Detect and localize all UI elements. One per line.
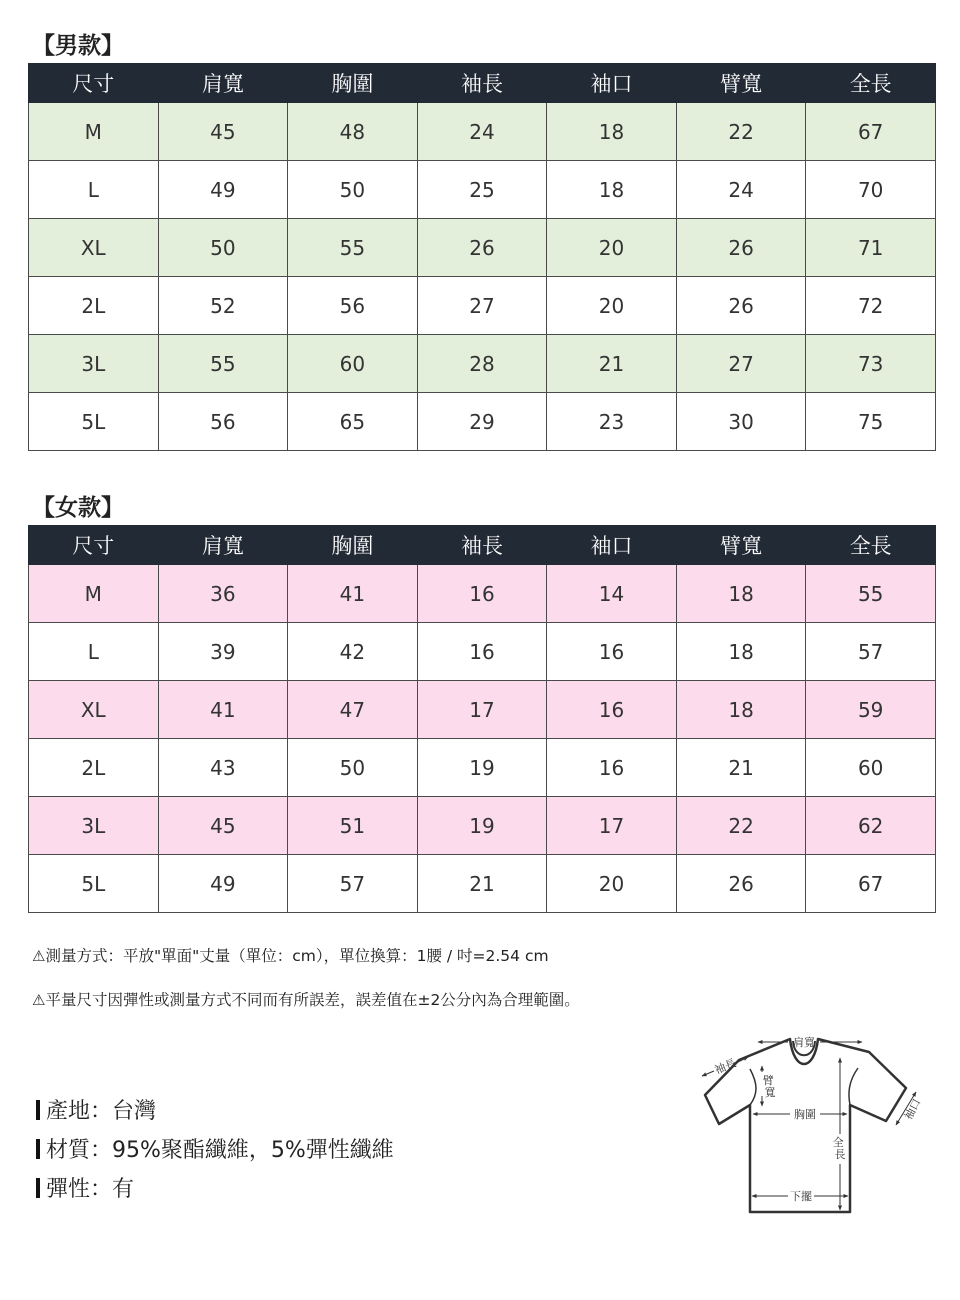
tolerance-note-text: 平量尺寸因彈性或測量方式不同而有所誤差，誤差值在±2公分內為合理範圍。	[45, 991, 580, 1009]
measurement-cell: 52	[158, 277, 288, 335]
table-row	[29, 103, 936, 161]
measurement-cell: 27	[417, 277, 547, 335]
measurement-cell: 30	[676, 393, 806, 451]
size-cell: 3L	[29, 335, 159, 393]
size-cell: 3L	[29, 797, 159, 855]
arm-width-label-part: 臂	[762, 1074, 774, 1087]
measurement-cell: 19	[417, 797, 547, 855]
tshirt-measurement-diagram	[690, 1022, 930, 1222]
shoulder-label: 肩寬	[793, 1036, 815, 1049]
measure-note	[32, 945, 549, 967]
column-header: 全長	[806, 526, 936, 565]
table-row	[29, 161, 936, 219]
measurement-cell: 18	[676, 623, 806, 681]
spec-bullet	[36, 1139, 40, 1159]
measurement-cell: 60	[806, 739, 936, 797]
measurement-cell: 67	[806, 103, 936, 161]
measurement-cell: 16	[547, 623, 677, 681]
measurement-cell: 56	[288, 277, 418, 335]
size-cell: M	[29, 565, 159, 623]
table-row	[29, 739, 936, 797]
column-header: 肩寬	[158, 526, 288, 565]
measurement-cell: 57	[806, 623, 936, 681]
measurement-cell: 14	[547, 565, 677, 623]
sleeve-length-arrow	[702, 1071, 714, 1076]
measurement-cell: 18	[547, 103, 677, 161]
measurement-cell: 62	[806, 797, 936, 855]
measurement-cell: 49	[158, 161, 288, 219]
measurement-cell: 28	[417, 335, 547, 393]
tolerance-note	[32, 989, 580, 1011]
measurement-cell: 21	[676, 739, 806, 797]
table-row	[29, 855, 936, 913]
size-cell: 5L	[29, 855, 159, 913]
column-header: 尺寸	[29, 526, 159, 565]
measurement-cell: 50	[288, 739, 418, 797]
column-header: 胸圍	[288, 526, 418, 565]
warning-icon: ⚠	[32, 991, 46, 1009]
spec-origin	[36, 1097, 156, 1127]
table-row	[29, 393, 936, 451]
measurement-cell: 55	[288, 219, 418, 277]
size-cell: L	[29, 623, 159, 681]
table-header-row	[29, 64, 936, 103]
measurement-cell: 16	[547, 739, 677, 797]
size-cell: M	[29, 103, 159, 161]
column-header: 全長	[806, 64, 936, 103]
measurement-cell: 57	[288, 855, 418, 913]
measurement-cell: 71	[806, 219, 936, 277]
table-row	[29, 335, 936, 393]
column-header: 肩寬	[158, 64, 288, 103]
arm-width-label	[763, 1073, 778, 1099]
column-header: 袖口	[547, 526, 677, 565]
measurement-cell: 43	[158, 739, 288, 797]
column-header: 袖長	[417, 526, 547, 565]
measurement-cell: 56	[158, 393, 288, 451]
spec-origin-text: 產地：台灣	[46, 1099, 157, 1124]
warning-icon: ⚠	[32, 947, 46, 965]
measurement-cell: 16	[417, 623, 547, 681]
size-cell: 5L	[29, 393, 159, 451]
measurement-cell: 18	[676, 681, 806, 739]
spec-elasticity	[36, 1175, 134, 1205]
measurement-cell: 18	[547, 161, 677, 219]
measurement-cell: 50	[158, 219, 288, 277]
measurement-cell: 59	[806, 681, 936, 739]
table-row	[29, 797, 936, 855]
column-header: 袖長	[417, 64, 547, 103]
table-row	[29, 681, 936, 739]
women-size-table	[28, 525, 936, 913]
size-cell: 2L	[29, 277, 159, 335]
hem-label: 下擺	[790, 1190, 812, 1203]
measurement-cell: 23	[547, 393, 677, 451]
measurement-cell: 22	[676, 797, 806, 855]
measurement-cell: 65	[288, 393, 418, 451]
chest-label: 胸圍	[794, 1108, 816, 1121]
measurement-cell: 41	[158, 681, 288, 739]
spec-bullet	[36, 1100, 40, 1120]
size-cell: XL	[29, 681, 159, 739]
men-section-title: 【男款】	[32, 33, 124, 59]
column-header: 尺寸	[29, 64, 159, 103]
measurement-cell: 36	[158, 565, 288, 623]
column-header: 臂寬	[676, 64, 806, 103]
size-cell: 2L	[29, 739, 159, 797]
table-row	[29, 623, 936, 681]
spec-bullet	[36, 1178, 40, 1198]
measurement-cell: 22	[676, 103, 806, 161]
measurement-cell: 75	[806, 393, 936, 451]
table-row	[29, 565, 936, 623]
measurement-cell: 16	[417, 565, 547, 623]
measurement-cell: 39	[158, 623, 288, 681]
measure-note-text: 測量方式：平放"單面"丈量（單位：cm），單位換算：1腰 / 吋=2.54 cm	[45, 947, 549, 965]
length-label	[833, 1135, 848, 1161]
measurement-cell: 24	[417, 103, 547, 161]
size-cell: XL	[29, 219, 159, 277]
length-label-part: 全	[832, 1136, 844, 1149]
table-row	[29, 277, 936, 335]
cuff-label: 袖口	[901, 1096, 924, 1123]
measurement-cell: 20	[547, 855, 677, 913]
measurement-cell: 50	[288, 161, 418, 219]
measurement-cell: 21	[547, 335, 677, 393]
measurement-cell: 42	[288, 623, 418, 681]
measurement-cell: 21	[417, 855, 547, 913]
measurement-cell: 47	[288, 681, 418, 739]
measurement-cell: 25	[417, 161, 547, 219]
size-cell: L	[29, 161, 159, 219]
measurement-cell: 55	[158, 335, 288, 393]
measurement-cell: 48	[288, 103, 418, 161]
table-header-row	[29, 526, 936, 565]
measurement-cell: 16	[547, 681, 677, 739]
column-header: 臂寬	[676, 526, 806, 565]
measurement-cell: 49	[158, 855, 288, 913]
measurement-cell: 72	[806, 277, 936, 335]
men-size-table	[28, 63, 936, 451]
measurement-cell: 45	[158, 797, 288, 855]
length-label-part: 長	[834, 1148, 846, 1161]
sleeve-length-label: 袖長	[712, 1056, 739, 1077]
spec-material-text: 材質：95%聚酯纖維，5%彈性纖維	[46, 1138, 394, 1163]
measurement-cell: 26	[417, 219, 547, 277]
women-section-title: 【女款】	[32, 495, 124, 521]
spec-material	[36, 1136, 394, 1166]
measurement-cell: 55	[806, 565, 936, 623]
measurement-cell: 24	[676, 161, 806, 219]
measurement-cell: 60	[288, 335, 418, 393]
measurement-cell: 26	[676, 855, 806, 913]
measurement-cell: 73	[806, 335, 936, 393]
measurement-cell: 51	[288, 797, 418, 855]
measurement-cell: 29	[417, 393, 547, 451]
measurement-cell: 67	[806, 855, 936, 913]
column-header: 袖口	[547, 64, 677, 103]
measurement-cell: 20	[547, 277, 677, 335]
measurement-cell: 20	[547, 219, 677, 277]
measurement-cell: 19	[417, 739, 547, 797]
arm-width-label-part: 寬	[764, 1086, 776, 1099]
spec-elasticity-text: 彈性：有	[46, 1177, 135, 1202]
table-row	[29, 219, 936, 277]
measurement-cell: 17	[547, 797, 677, 855]
measurement-cell: 45	[158, 103, 288, 161]
column-header: 胸圍	[288, 64, 418, 103]
measurement-cell: 17	[417, 681, 547, 739]
measurement-cell: 26	[676, 219, 806, 277]
measurement-cell: 41	[288, 565, 418, 623]
measurement-cell: 26	[676, 277, 806, 335]
measurement-cell: 70	[806, 161, 936, 219]
measurement-cell: 18	[676, 565, 806, 623]
measurement-cell: 27	[676, 335, 806, 393]
